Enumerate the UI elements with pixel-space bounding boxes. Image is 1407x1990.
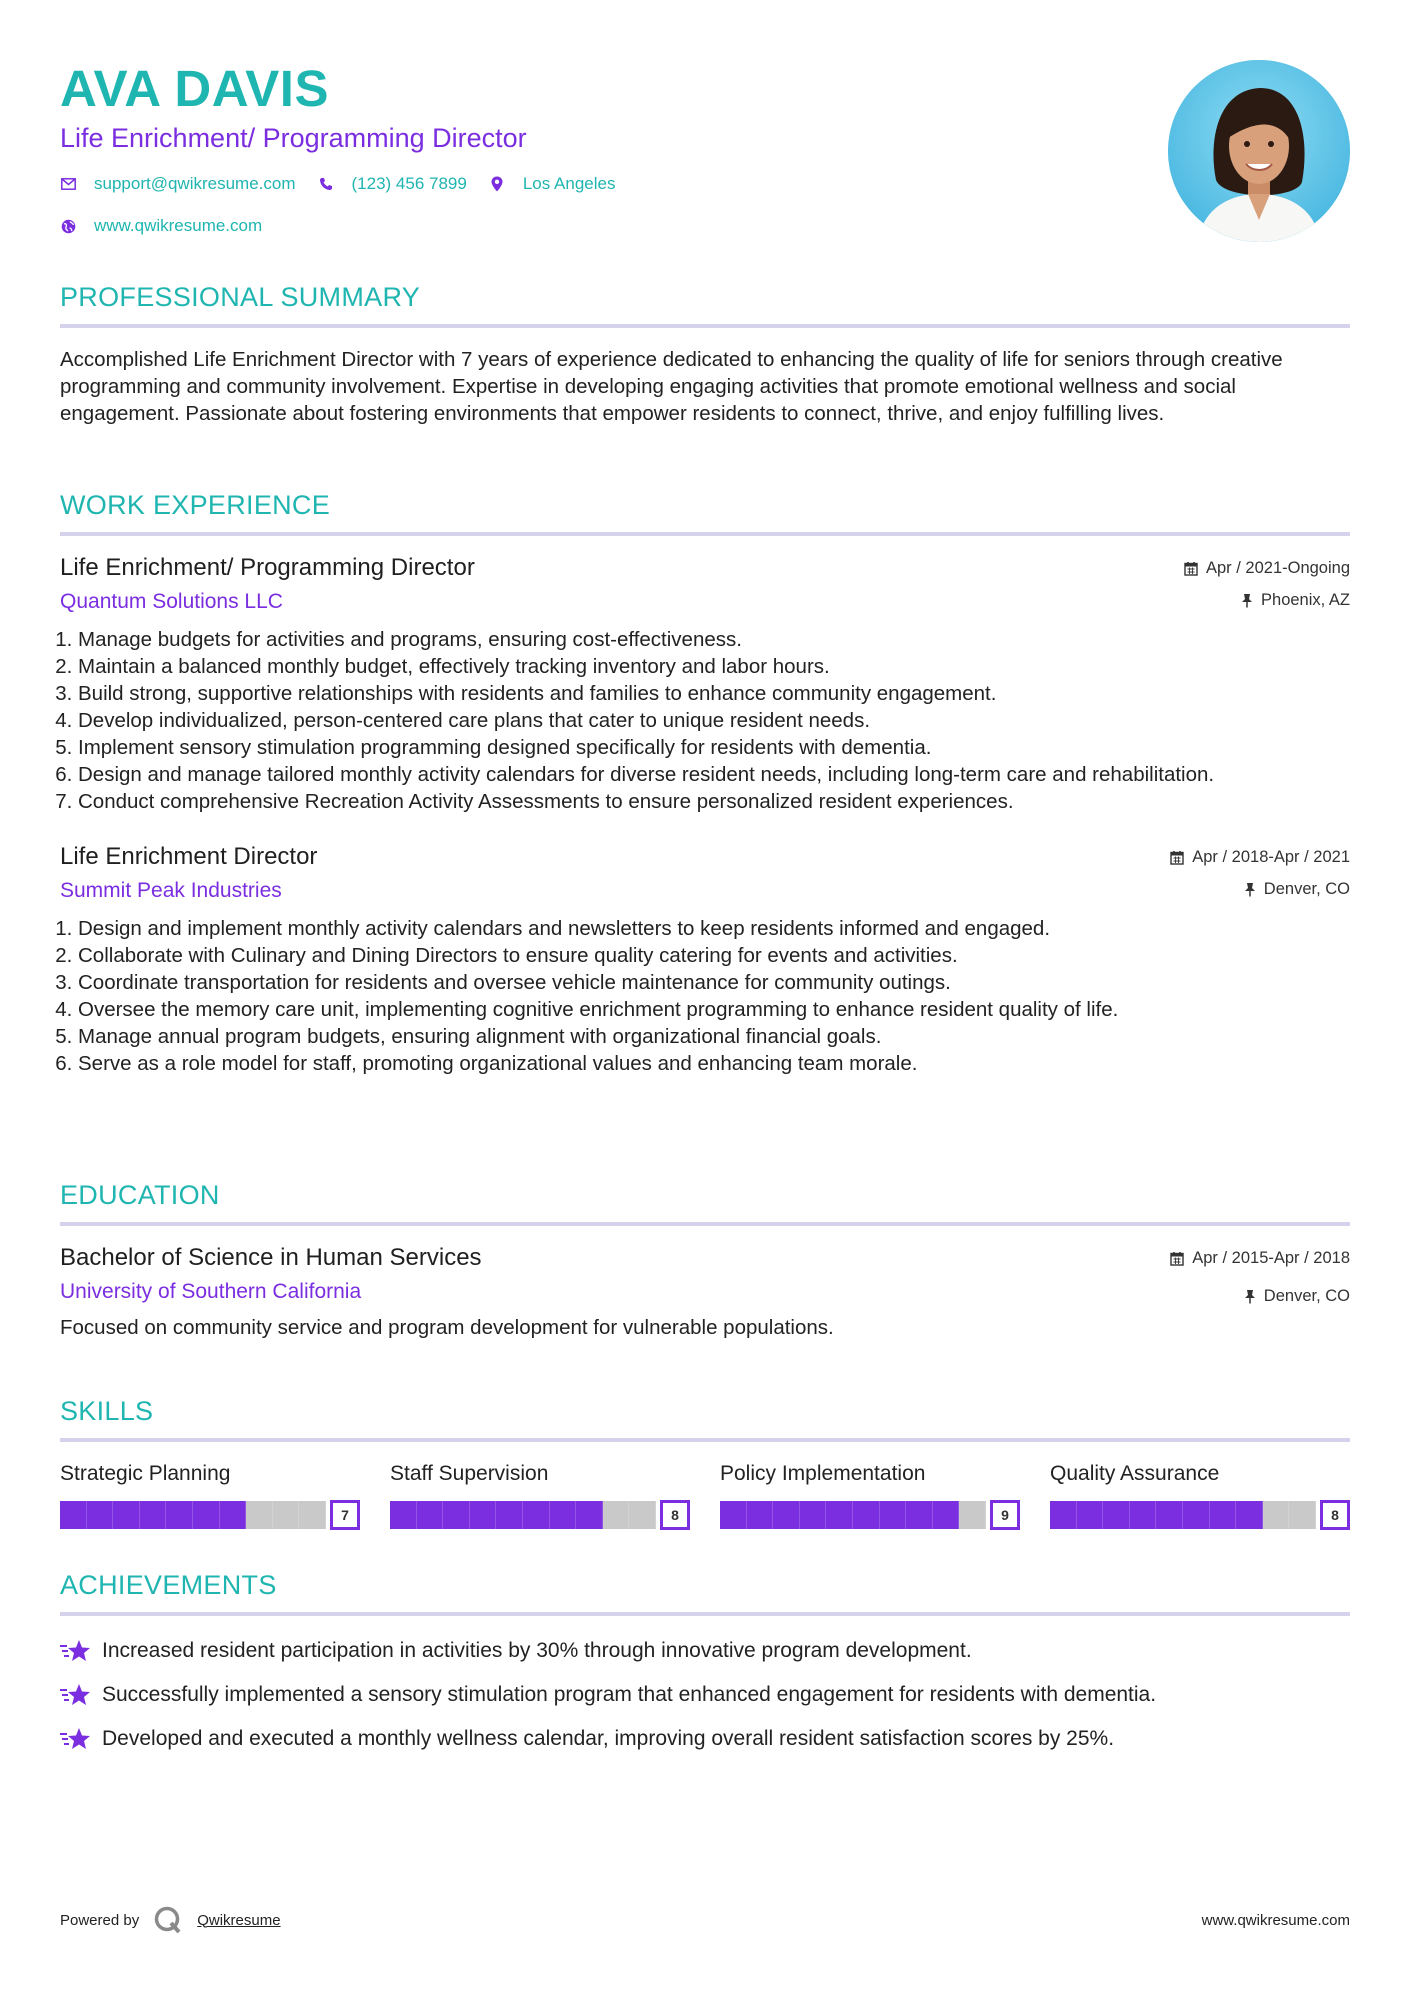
- calendar-icon: [1170, 850, 1184, 865]
- skill-segment-filled: [193, 1501, 220, 1529]
- list-item: 2. Collaborate with Culinary and Dining Directors to ensure quality catering for events and activities.: [78, 942, 1350, 969]
- job-meta: [1170, 845, 1350, 909]
- skill-segment-filled: [523, 1501, 550, 1529]
- skill-segment-filled: [390, 1501, 417, 1529]
- skill-item: [1050, 1460, 1350, 1530]
- summary-heading: PROFESSIONAL SUMMARY: [60, 282, 421, 312]
- list-item: 5. Manage annual program budgets, ensuring alignment with organizational financial goals.: [78, 1023, 1350, 1050]
- education-heading: EDUCATION: [60, 1180, 220, 1210]
- candidate-title: Life Enrichment/ Programming Director: [60, 123, 527, 153]
- job-title: Life Enrichment Director: [60, 843, 318, 870]
- star-icon: [60, 1638, 92, 1664]
- skill-segment-filled: [773, 1501, 800, 1529]
- job-dates: Apr / 2018-Apr / 2021: [1192, 847, 1350, 866]
- skill-segment-filled: [933, 1501, 960, 1529]
- skill-segment-empty: [246, 1501, 273, 1529]
- skill-segment-empty: [1263, 1501, 1290, 1529]
- skill-level-badge: 8: [1320, 1500, 1350, 1530]
- skill-segment-filled: [87, 1501, 114, 1529]
- skill-item: [720, 1460, 1020, 1530]
- achievement-item: [60, 1724, 1350, 1754]
- list-item: 3. Build strong, supportive relationships with residents and families to enhance community engagement.: [78, 680, 1350, 707]
- achievement-text: Successfully implemented a sensory stimulation program that enhanced engagement for residents with dementia.: [102, 1683, 1157, 1706]
- contact-row: [60, 172, 1150, 196]
- skill-segments: [1050, 1501, 1316, 1529]
- skill-segment-filled: [220, 1501, 247, 1529]
- job-company: Summit Peak Industries: [60, 879, 282, 902]
- skill-segment-filled: [1077, 1501, 1104, 1529]
- education-entry: [60, 1242, 1350, 1341]
- skill-segment-filled: [906, 1501, 933, 1529]
- skills-section: [60, 1394, 1350, 1530]
- calendar-icon: [1170, 1251, 1184, 1266]
- skill-item: [60, 1460, 360, 1530]
- email-icon: [60, 176, 76, 192]
- skill-segment-filled: [496, 1501, 523, 1529]
- job-company: Quantum Solutions LLC: [60, 590, 283, 613]
- skill-segment-empty: [629, 1501, 656, 1529]
- pushpin-icon: [1244, 882, 1256, 897]
- list-item: 3. Coordinate transportation for residents and oversee vehicle maintenance for community outings.: [78, 969, 1350, 996]
- skill-name: Strategic Planning: [60, 1462, 231, 1485]
- skill-segments: [720, 1501, 986, 1529]
- job-entry: [60, 552, 1350, 815]
- skill-level-badge: 8: [660, 1500, 690, 1530]
- skill-segment-filled: [747, 1501, 774, 1529]
- powered-by-label: Powered by: [60, 1911, 140, 1929]
- skill-segment-filled: [166, 1501, 193, 1529]
- skill-segment-filled: [1050, 1501, 1077, 1529]
- website-link[interactable]: www.qwikresume.com: [94, 216, 263, 235]
- skill-segment-filled: [576, 1501, 603, 1529]
- skill-level-badge: 7: [330, 1500, 360, 1530]
- skill-rating-bar: [390, 1500, 690, 1530]
- achievement-item: [60, 1680, 1350, 1710]
- skill-segment-filled: [443, 1501, 470, 1529]
- list-item: 4. Oversee the memory care unit, implementing cognitive enrichment programming to enhance resident quality of life.: [78, 996, 1350, 1023]
- skill-segment-filled: [113, 1501, 140, 1529]
- school-name: University of Southern California: [60, 1280, 362, 1303]
- list-item: 1. Manage budgets for activities and programs, ensuring cost-effectiveness.: [78, 626, 1350, 653]
- candidate-name: AVA DAVIS: [60, 60, 329, 117]
- summary-text: Accomplished Life Enrichment Director with 7 years of experience dedicated to enhancing the quality of life for seniors through creative programming and community involvement. Expertise in developing engaging activities that promote emotional wellness and social engagement. Passionate about fostering environments that empower residents to connect, thrive, and enjoy fulfilling lives.: [60, 348, 1283, 425]
- star-icon: [60, 1726, 92, 1752]
- skill-segments: [60, 1501, 326, 1529]
- skill-segment-filled: [720, 1501, 747, 1529]
- header: [60, 58, 1150, 238]
- skill-segment-filled: [1103, 1501, 1130, 1529]
- job-bullets: [60, 626, 1350, 815]
- skills-heading: SKILLS: [60, 1396, 154, 1426]
- job-title: Life Enrichment/ Programming Director: [60, 554, 475, 581]
- achievement-text: Developed and executed a monthly wellness calendar, improving overall resident satisfaction scores by 25%.: [102, 1727, 1115, 1750]
- list-item: 4. Develop individualized, person-centered care plans that cater to unique resident needs.: [78, 707, 1350, 734]
- list-item: 1. Design and implement monthly activity calendars and newsletters to keep residents informed and engaged.: [78, 915, 1350, 942]
- phone-text: (123) 456 7899: [351, 174, 467, 193]
- skill-segment-filled: [1236, 1501, 1263, 1529]
- skill-item: [390, 1460, 690, 1530]
- skill-name: Policy Implementation: [720, 1462, 926, 1485]
- skill-segment-filled: [1156, 1501, 1183, 1529]
- skill-level-badge: 9: [990, 1500, 1020, 1530]
- skill-segment-filled: [880, 1501, 907, 1529]
- profile-photo: [1168, 60, 1350, 242]
- skill-segment-filled: [1183, 1501, 1210, 1529]
- location-pin-icon: [489, 176, 505, 192]
- calendar-icon: [1184, 561, 1198, 576]
- education-section: [60, 1178, 1350, 1341]
- job-dates: Apr / 2021-Ongoing: [1205, 558, 1350, 577]
- skill-segment-filled: [800, 1501, 827, 1529]
- website-row: [60, 214, 1150, 238]
- work-heading: WORK EXPERIENCE: [60, 490, 331, 520]
- education-dates: Apr / 2015-Apr / 2018: [1192, 1248, 1350, 1267]
- achievement-text: Increased resident participation in activities by 30% through innovative program development.: [102, 1639, 972, 1662]
- work-section: [60, 488, 1350, 1077]
- skill-segment-filled: [1130, 1501, 1157, 1529]
- skill-segment-filled: [826, 1501, 853, 1529]
- list-item: 6. Design and manage tailored monthly activity calendars for diverse resident needs, including long-term care and rehabilitation.: [78, 761, 1350, 788]
- job-meta: [1184, 556, 1350, 620]
- qwikresume-link[interactable]: Qwikresume: [197, 1911, 281, 1929]
- skill-segments: [390, 1501, 656, 1529]
- list-item: 5. Implement sensory stimulation programming designed specifically for residents with dementia.: [78, 734, 1350, 761]
- skill-segment-filled: [853, 1501, 880, 1529]
- job-location: Denver, CO: [1263, 879, 1350, 898]
- skill-segment-empty: [603, 1501, 630, 1529]
- job-bullets: [60, 915, 1350, 1077]
- skill-segment-filled: [60, 1501, 87, 1529]
- skill-segment-filled: [470, 1501, 497, 1529]
- list-item: 2. Maintain a balanced monthly budget, effectively tracking inventory and labor hours.: [78, 653, 1350, 680]
- skill-segment-filled: [1210, 1501, 1237, 1529]
- job-entry: [60, 841, 1350, 1077]
- footer: [60, 1900, 1350, 1940]
- summary-section: [60, 280, 1350, 427]
- skill-name: Quality Assurance: [1050, 1462, 1220, 1485]
- skill-segment-empty: [299, 1501, 326, 1529]
- education-description: Focused on community service and program development for vulnerable populations.: [60, 1316, 834, 1339]
- skills-list: [60, 1460, 1350, 1530]
- skill-segment-filled: [550, 1501, 577, 1529]
- achievement-item: [60, 1636, 1350, 1666]
- section-divider: [60, 1438, 1350, 1442]
- skill-rating-bar: [60, 1500, 360, 1530]
- education-meta: [1170, 1246, 1350, 1316]
- job-location: Phoenix, AZ: [1261, 590, 1350, 609]
- skill-segment-filled: [140, 1501, 167, 1529]
- skill-segment-filled: [417, 1501, 444, 1529]
- achievements-section: [60, 1568, 1350, 1754]
- section-divider: [60, 1222, 1350, 1226]
- section-divider: [60, 532, 1350, 536]
- skill-segment-empty: [273, 1501, 300, 1529]
- location-text: Los Angeles: [522, 174, 616, 193]
- globe-icon: [60, 218, 76, 234]
- section-divider: [60, 324, 1350, 328]
- list-item: 7. Conduct comprehensive Recreation Activity Assessments to ensure personalized resident experiences.: [78, 788, 1350, 815]
- skill-segment-empty: [1289, 1501, 1316, 1529]
- footer-url[interactable]: www.qwikresume.com: [1201, 1911, 1350, 1929]
- qwikresume-logo-icon: [153, 1905, 183, 1935]
- achievements-heading: ACHIEVEMENTS: [60, 1570, 277, 1600]
- skill-segment-empty: [959, 1501, 986, 1529]
- pushpin-icon: [1244, 1289, 1256, 1304]
- list-item: 6. Serve as a role model for staff, promoting organizational values and enhancing team morale.: [78, 1050, 1350, 1077]
- star-icon: [60, 1682, 92, 1708]
- skill-name: Staff Supervision: [390, 1462, 549, 1485]
- degree-title: Bachelor of Science in Human Services: [60, 1244, 482, 1271]
- skill-rating-bar: [720, 1500, 1020, 1530]
- phone-icon: [318, 176, 334, 192]
- email-link[interactable]: support@qwikresume.com: [94, 174, 296, 193]
- skill-rating-bar: [1050, 1500, 1350, 1530]
- pushpin-icon: [1241, 593, 1253, 608]
- education-location: Denver, CO: [1263, 1286, 1350, 1305]
